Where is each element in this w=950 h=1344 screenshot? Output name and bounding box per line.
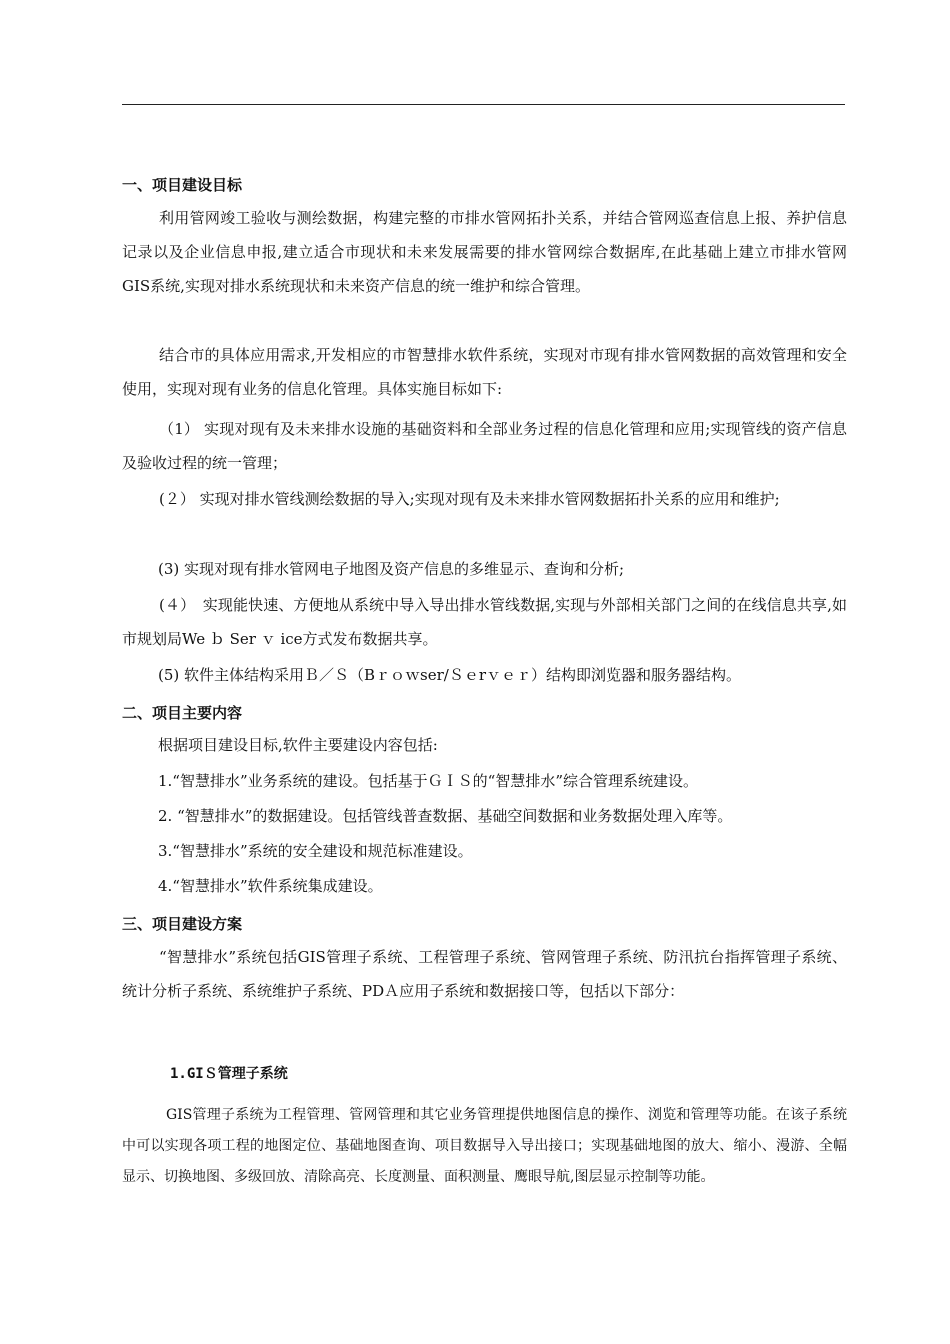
header-rule: [122, 104, 845, 105]
section1-item-5: (5) 软件主体结构采用Ｂ／Ｓ（Bｒｏｗser/Ｓｅrｖｅｒ）结构即浏览器和服务器结构。: [158, 666, 742, 684]
section2-item-2: 2. “智慧排水”的数据建设。包括管线普查数据、基础空间数据和业务数据处理入库等。: [158, 807, 733, 825]
section1-item-4: (４） 实现能快速、方便地从系统中导入导出排水管线数据,实现与外部相关部门之间的在线信息共享,如市规划局We ｂ Ser ｖ ice方式发布数据共享。: [122, 596, 847, 648]
section2-heading: 二、项目主要内容: [122, 704, 243, 722]
section1-paragraph-1: 利用管网竣工验收与测绘数据，构建完整的市排水管网拓扑关系，并结合管网巡查信息上报、养护信息记录以及企业信息申报,建立适合市现状和未来发展需要的排水管网综合数据库,在此基础上建立市排水管网GIS系统,实现对排水系统现状和未来资产信息的统一维护和综合管理。: [122, 209, 847, 295]
section2-item-1: 1.“智慧排水”业务系统的建设。包括基于ＧＩＳ的“智慧排水”综合管理系统建设。: [158, 772, 698, 790]
section1-paragraph-2: 结合市的具体应用需求,开发相应的市智慧排水软件系统，实现对市现有排水管网数据的高效管理和安全使用，实现对现有业务的信息化管理。具体实施目标如下:: [122, 346, 847, 398]
section3-heading: 三、项目建设方案: [122, 915, 243, 933]
section3-paragraph: “智慧排水”系统包括GIS管理子系统、工程管理子系统、管网管理子系统、防汛抗台指挥管理子系统、统计分析子系统、系统维护子系统、PDＡ应用子系统和数据接口等，包括以下部分：: [122, 948, 847, 1000]
section2-item-3: 3.“智慧排水”系统的安全建设和规范标准建设。: [158, 842, 473, 860]
section1-heading: 一、项目建设目标: [122, 176, 243, 194]
section1-item-2: (２） 实现对排水管线测绘数据的导入;实现对现有及未来排水管网数据拓扑关系的应用和维护;: [159, 490, 780, 508]
section1-item-1: （1） 实现对现有及未来排水设施的基础资料和全部业务过程的信息化管理和应用;实现管线的资产信息及验收过程的统一管理；: [122, 420, 847, 472]
section1-item-3: (3) 实现对现有排水管网电子地图及资产信息的多维显示、查询和分析;: [158, 560, 625, 578]
subsection-gis-heading: 1.GIＳ管理子系统: [170, 1066, 288, 1082]
subsection-gis-paragraph: GIS管理子系统为工程管理、管网管理和其它业务管理提供地图信息的操作、浏览和管理等功能。在该子系统中可以实现各项工程的地图定位、基础地图查询、项目数据导入导出接口；实现基础地图的放大、缩小、漫游、全幅显示、切换地图、多级回放、清除高亮、长度测量、面积测量、鹰眼导航,图层显示控制等功能。: [122, 1107, 847, 1185]
section2-item-4: 4.“智慧排水”软件系统集成建设。: [158, 877, 383, 895]
section2-intro: 根据项目建设目标,软件主要建设内容包括:: [158, 736, 438, 754]
